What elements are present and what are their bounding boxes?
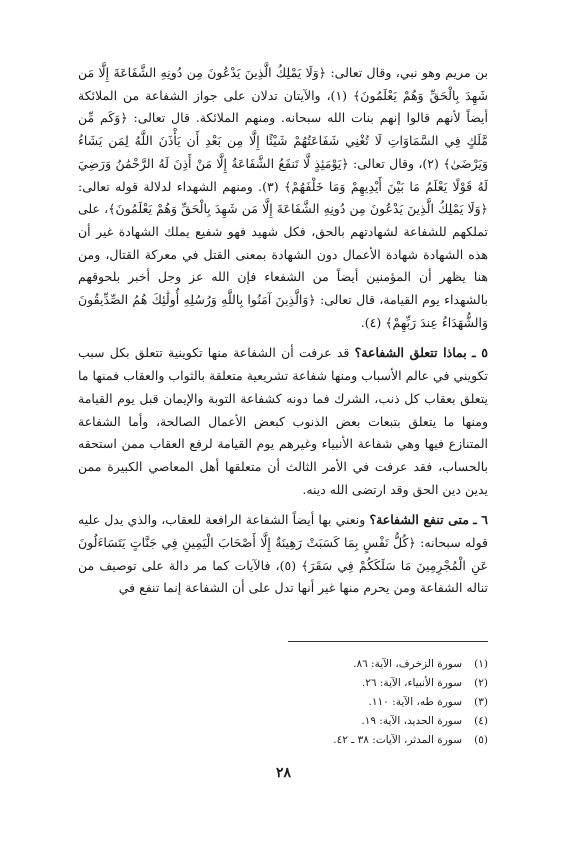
footnote-number: (١) (474, 658, 488, 670)
section-6-heading: متى تنفع الشفاعة؟ (369, 512, 469, 528)
page-body (78, 62, 488, 600)
footnote-number: (٤) (474, 715, 488, 727)
footnote-text: سورة الزخرف، الآية: ٨٦. (353, 658, 462, 670)
section-6-text: ونعني بها أيضاً الشفاعة الرافعة للعقاب، والذي يدل عليه قوله سبحانه: ﴿كُلُّ نَفْسٍ بِمَا كَسَبَتْ رَهِينَةٌ إِلَّا أَصْحَابَ الْيَمِينِ فِي جَنَّاتٍ يَتَسَاءَلُونَ عَنِ الْمُجْرِمِينَ مَا سَلَكَكُمْ فِي سَقَرَ﴾ (٥)، فالآيات كما مر دالة على توصيف من تناله الشفاعة ومن يحرم منها غير أنها تدل على أن الشفاعة إنما تنفع في (78, 512, 488, 596)
footnote-text: سورة الأنبياء، الآية: ٢٦. (361, 677, 462, 689)
section-5-text: قد عرفت أن الشفاعة منها تكوينية تتعلق بكل سبب تكويني في عالم الأسباب ومنها شفاعة تشريعية متعلقة بالثواب والعقاب فمنها ما يتعلق بعقاب كل ذنب، الشرك فما دونه كشفاعة التوبة والإيمان قبل يوم القيامة ومنها ما يتعلق بتبعات بعض الذنوب كبعض الأعمال الصالحة، وأما الشفاعة المتنازع فيها وهي شفاعة الأنبياء وغيرهم يوم القيامة لرفع العقاب ممن استحقه بالحساب، فقد عرفت في الأمر الثالث أن متعلقها أهل المعاصي الكبيرة ممن يدين دين الحق وقد ارتضى الله دينه. (78, 345, 488, 497)
section-6 (78, 509, 488, 600)
footnote-text: سورة المدثر، الآيات: ٣٨ ـ ٤٢. (333, 734, 462, 746)
section-5-number: ٥ ـ (471, 345, 488, 361)
footnote-number: (٣) (474, 696, 488, 708)
paragraph-1: بن مريم وهو نبي، وقال تعالى: ﴿وَلَا يَمْلِكُ الَّذِينَ يَدْعُونَ مِن دُونِهِ الشَّفَاعَةَ إِلَّا مَن شَهِدَ بِالْحَقِّ وَهُمْ يَعْلَمُونَ﴾ (١)، والآيتان تدلان على جواز الشفاعة من الملائكة أيضاً لأنهم قالوا إنهم بنات الله سبحانه. ومنهم الملائكة. قال تعالى: ﴿وَكَم مِّن مَّلَكٍ فِي السَّمَاوَاتِ لَا تُغْنِي شَفَاعَتُهُمْ شَيْئًا إِلَّا مِن بَعْدِ أَن يَأْذَنَ اللَّهُ لِمَن يَشَاءُ وَيَرْضَىٰ﴾ (٢)، وقال تعالى: ﴿يَوْمَئِذٍ لَّا تَنفَعُ الشَّفَاعَةُ إِلَّا مَنْ أَذِنَ لَهُ الرَّحْمَٰنُ وَرَضِيَ لَهُ قَوْلًا يَعْلَمُ مَا بَيْنَ أَيْدِيهِمْ وَمَا خَلْفَهُمْ﴾ (٣). ومنهم الشهداء لدلالة قوله تعالى: ﴿وَلَا يَمْلِكُ الَّذِينَ يَدْعُونَ مِن دُونِهِ الشَّفَاعَةَ إِلَّا مَن شَهِدَ بِالْحَقِّ وَهُمْ يَعْلَمُونَ﴾، على تملكهم للشفاعة لشهادتهم بالحق، فكل شهيد فهو شفيع يملك الشهادة غير أن هذه الشهادة شهادة الأعمال دون الشهادة بمعنى القتل في معركة القتال، ومن هنا يظهر أن المؤمنين أيضاً من الشفعاء فإن الله عز وجل أخبر بلحوقهم بالشهداء يوم القيامة، قال تعالى: ﴿وَالَّذِينَ آمَنُوا بِاللَّهِ وَرُسُلِهِ أُولَٰئِكَ هُمُ الصِّدِّيقُونَ وَالشُّهَدَاءُ عِندَ رَبِّهِمْ﴾ (٤). (78, 65, 488, 330)
footnote-separator (288, 641, 488, 642)
footnote-item (78, 655, 488, 674)
footnote-item (78, 674, 488, 693)
footnote-item (78, 731, 488, 750)
footnote-number: (٢) (474, 677, 488, 689)
page-number: ٢٨ (275, 765, 292, 781)
footnote-text: سورة الحديد، الآية: ١٩. (361, 715, 462, 727)
footnotes (78, 655, 488, 750)
footnote-item (78, 712, 488, 731)
footnote-item (78, 693, 488, 712)
footnote-number: (٥) (474, 734, 488, 746)
section-5-heading: بماذا تتعلق الشفاعة؟ (354, 345, 467, 361)
footnote-text: سورة طه، الآية: ١١٠. (368, 696, 462, 708)
section-6-number: ٦ ـ (473, 512, 488, 528)
section-5 (78, 342, 488, 501)
